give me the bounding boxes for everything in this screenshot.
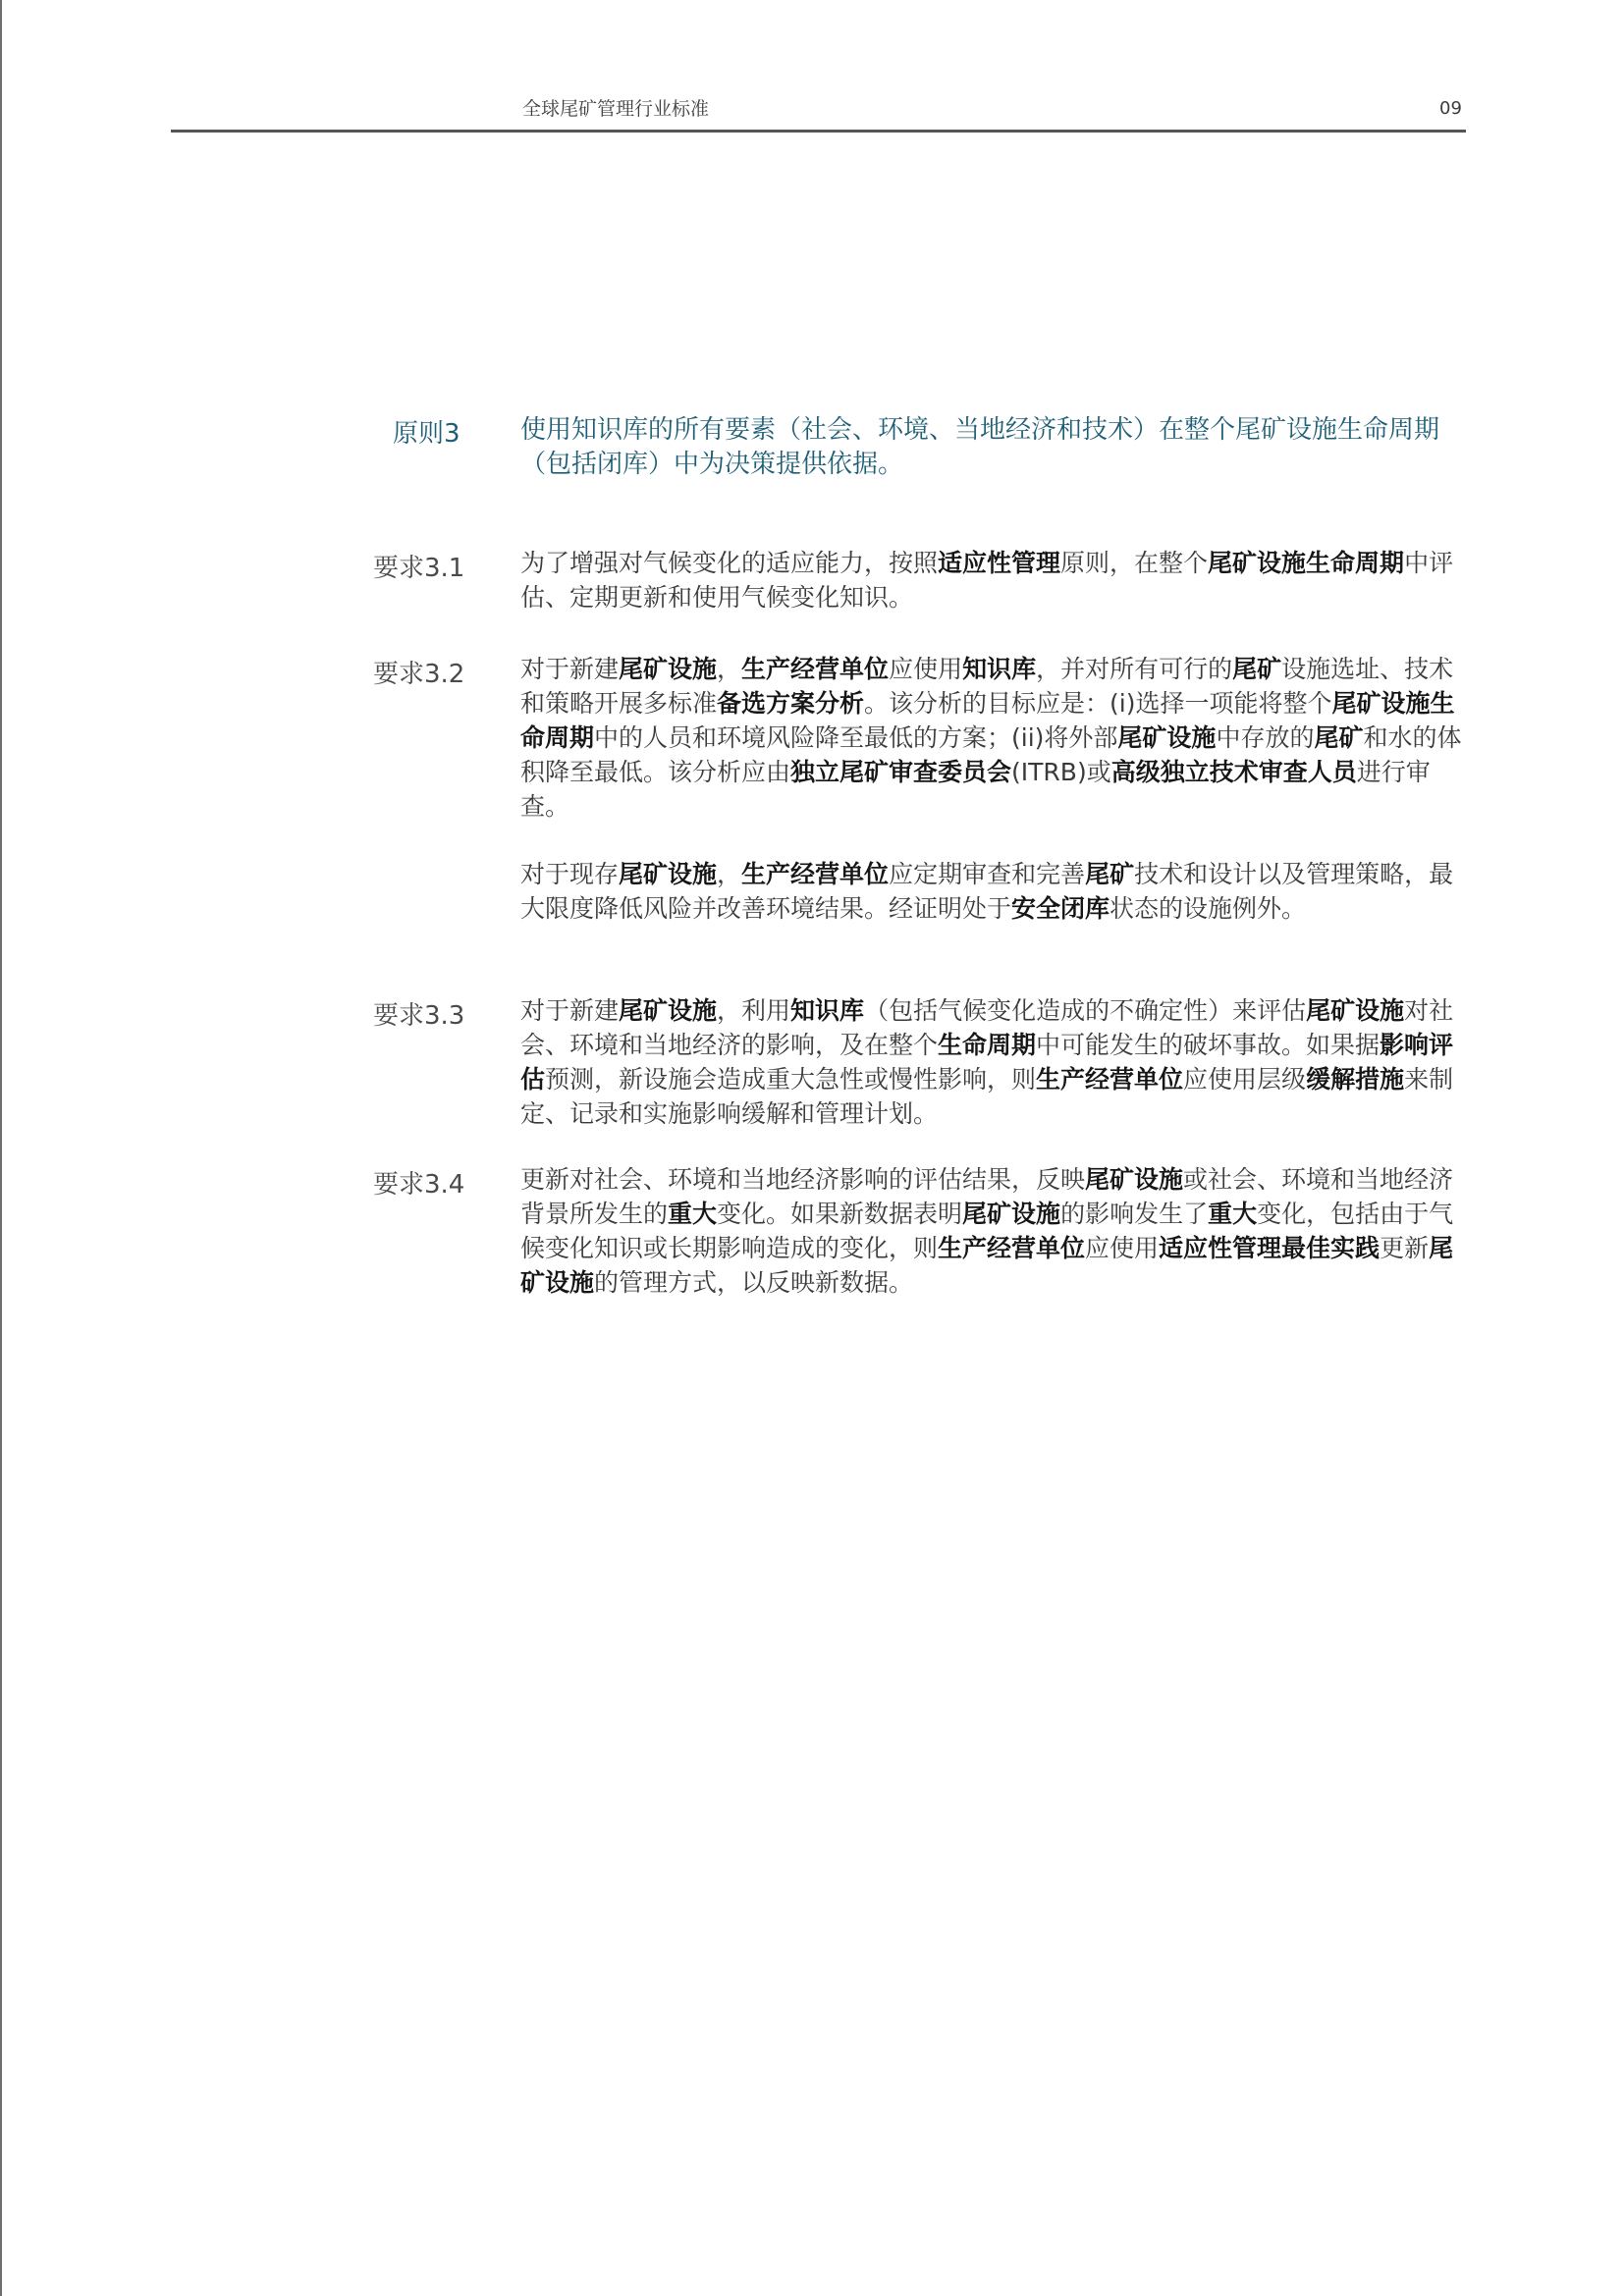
- text-run: ，并对所有可行的: [1036, 655, 1233, 683]
- text-run: 对于新建: [520, 655, 620, 683]
- defined-term: 独立尾矿审查委员会: [790, 758, 1012, 786]
- defined-term: 尾矿设施生命周期: [1208, 549, 1405, 577]
- requirement-3-4-label: 要求3.4: [373, 1170, 465, 1200]
- text-run: 进行审查。: [520, 758, 1431, 821]
- text-run: 的管理方式，以反映新数据。: [594, 1268, 914, 1297]
- requirement-3-2-label: 要求3.2: [373, 660, 465, 689]
- text-run: 变化。如果新数据表明: [717, 1200, 963, 1228]
- text-run: 应使用层级: [1183, 1065, 1307, 1094]
- text-run: 状态的设施例外。: [1110, 894, 1307, 923]
- defined-term: 知识库: [790, 996, 865, 1025]
- defined-term: 生命周期: [938, 1031, 1037, 1059]
- defined-term: 适应性管理: [938, 549, 1061, 577]
- text-run: 原则，在整个: [1060, 549, 1209, 577]
- principle-label: 原则3: [393, 419, 460, 449]
- defined-term: 尾矿: [1085, 860, 1135, 888]
- defined-term: 尾矿: [1232, 655, 1282, 683]
- defined-term: 重大: [668, 1200, 718, 1228]
- text-run: ，: [717, 655, 742, 683]
- principle-statement: 使用知识库的所有要素（社会、环境、当地经济和技术）在整个尾矿设施生命周期（包括闭库）中为决策提供依据。: [520, 415, 1440, 479]
- text-run: 对社会、环境和当地经济的影响，及在整个: [520, 996, 1454, 1059]
- defined-term: 重大: [1208, 1200, 1258, 1228]
- text-run: 或社会、环境和当地经济背景所发生的: [520, 1165, 1454, 1228]
- defined-term: 生产经营单位: [938, 1234, 1086, 1262]
- text-run: 对于现存: [520, 860, 620, 888]
- text-run: 。该分析的目标应是：(i)选择一项能将整个: [864, 689, 1332, 718]
- requirement-3-1-label: 要求3.1: [373, 554, 465, 583]
- text-run: 中评估、定期更新和使用气候变化知识。: [520, 549, 1454, 612]
- text-run: 中可能发生的破坏事故。如果据: [1036, 1031, 1380, 1059]
- text-run: （包括气候变化造成的不确定性）来评估: [864, 996, 1307, 1025]
- text-run: 技术和设计以及管理策略，最大限度降低风险并改善环境结果。经证明处于: [520, 860, 1454, 923]
- text-run: ，利用: [717, 996, 791, 1025]
- running-header-title: 全球尾矿管理行业标准: [522, 98, 710, 120]
- requirement-3-2-paragraph-2: [520, 857, 1463, 926]
- defined-term: 尾矿设施: [962, 1200, 1061, 1228]
- defined-term: 安全闭库: [1011, 894, 1110, 923]
- defined-term: 缓解措施: [1306, 1065, 1405, 1094]
- requirement-3-3-label: 要求3.3: [373, 1001, 465, 1031]
- page-left-edge: [0, 0, 2, 2296]
- text-run: 更新: [1380, 1234, 1430, 1262]
- requirement-3-1-text: [520, 546, 1463, 614]
- text-run: 对于新建: [520, 996, 620, 1025]
- header-divider: [171, 130, 1466, 133]
- defined-term: 尾矿设施: [619, 996, 718, 1025]
- text-run: 来制定、记录和实施影响缓解和管理计划。: [520, 1065, 1454, 1128]
- requirement-3-2-text: [520, 652, 1463, 824]
- defined-term: 尾矿设施生命周期: [520, 689, 1455, 752]
- requirement-3-4-text: [520, 1162, 1463, 1300]
- defined-term: 生产经营单位: [741, 860, 890, 888]
- defined-term: 尾矿设施: [520, 1234, 1454, 1297]
- text-run: 预测，新设施会造成重大急性或慢性影响，则: [545, 1065, 1037, 1094]
- text-run: 设施选址、技术和策略开展多标准: [520, 655, 1454, 718]
- defined-term: 适应性管理最佳实践: [1159, 1234, 1380, 1262]
- defined-term: 尾矿: [1314, 723, 1364, 752]
- page-number: 09: [1439, 98, 1462, 119]
- defined-term: 尾矿设施: [619, 655, 718, 683]
- text-run: 应定期审查和完善: [889, 860, 1086, 888]
- text-run: 的影响发生了: [1060, 1200, 1209, 1228]
- text-run: ，: [717, 860, 742, 888]
- text-run: 中存放的: [1216, 723, 1315, 752]
- text-run: 和水的体积降至最低。该分析应由: [520, 723, 1462, 786]
- text-run: 为了增强对气候变化的适应能力，按照: [520, 549, 939, 577]
- requirement-3-3-text: [520, 993, 1463, 1131]
- defined-term: 生产经营单位: [741, 655, 890, 683]
- text-run: 更新对社会、环境和当地经济影响的评估结果，反映: [520, 1165, 1086, 1194]
- text-run: 变化，包括由于气候变化知识或长期影响造成的变化，则: [520, 1200, 1454, 1262]
- defined-term: 知识库: [962, 655, 1037, 683]
- text-run: 应使用: [889, 655, 963, 683]
- text-run: 中的人员和环境风险降至最低的方案；(ii)将外部: [594, 723, 1118, 752]
- text-run: (ITRB)或: [1011, 758, 1111, 786]
- defined-term: 尾矿设施: [619, 860, 718, 888]
- text-run: 应使用: [1085, 1234, 1160, 1262]
- defined-term: 尾矿设施: [1306, 996, 1405, 1025]
- defined-term: 高级独立技术审查人员: [1110, 758, 1357, 786]
- defined-term: 备选方案分析: [717, 689, 865, 718]
- defined-term: 生产经营单位: [1036, 1065, 1184, 1094]
- defined-term: 影响评估: [520, 1031, 1454, 1094]
- defined-term: 尾矿设施: [1117, 723, 1217, 752]
- defined-term: 尾矿设施: [1085, 1165, 1184, 1194]
